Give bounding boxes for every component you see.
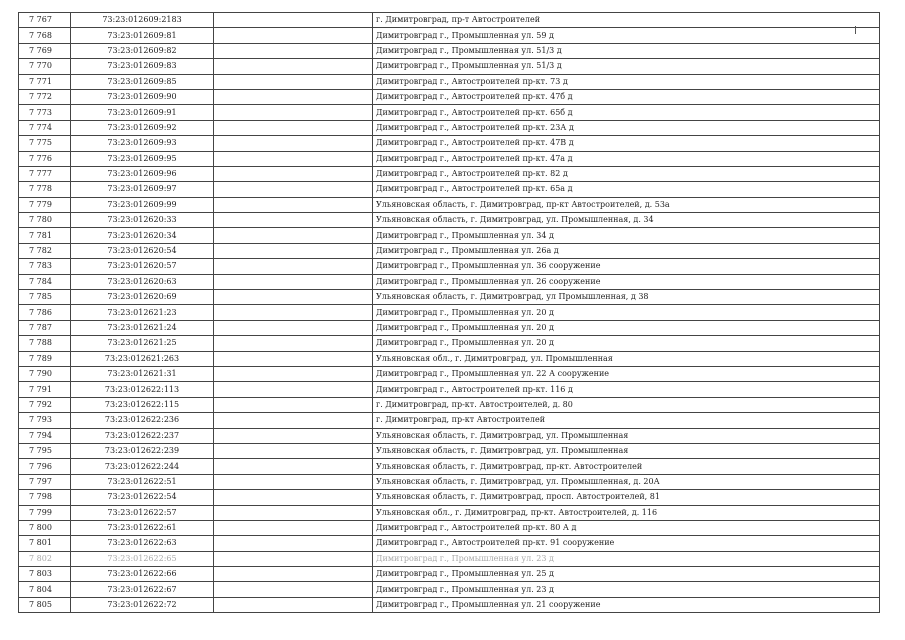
table-row — [19, 136, 880, 151]
empty-cell — [214, 197, 373, 212]
cadastral-number: 73:23:012609:96 — [71, 166, 214, 181]
table-row — [19, 597, 880, 612]
row-number: 7 795 — [19, 443, 71, 458]
row-number: 7 771 — [19, 74, 71, 89]
empty-cell — [214, 151, 373, 166]
address: Димитровград г., Автостроителей пр-кт. 82 д — [373, 166, 880, 181]
cadastral-number: 73:23:012621:263 — [71, 351, 214, 366]
row-number: 7 805 — [19, 597, 71, 612]
empty-cell — [214, 89, 373, 104]
address: Ульяновская область, г. Димитровград, ул. Промышленная — [373, 428, 880, 443]
address: Димитровград г., Промышленная ул. 26 сооружение — [373, 274, 880, 289]
cadastral-number: 73:23:012609:2183 — [71, 13, 214, 28]
row-number: 7 784 — [19, 274, 71, 289]
address: Димитровград г., Промышленная ул. 23 д — [373, 582, 880, 597]
empty-cell — [214, 567, 373, 582]
row-number: 7 787 — [19, 320, 71, 335]
table-row — [19, 459, 880, 474]
address: Димитровград г., Автостроителей пр-кт. 23А д — [373, 120, 880, 135]
address: Ульяновская область, г. Димитровград, ул. Промышленная, д. 20А — [373, 474, 880, 489]
address: Димитровград г., Автостроителей пр-кт. 65а д — [373, 182, 880, 197]
address: Димитровград г., Автостроителей пр-кт. 47б д — [373, 89, 880, 104]
empty-cell — [214, 166, 373, 181]
table-row — [19, 520, 880, 535]
empty-cell — [214, 443, 373, 458]
table-row — [19, 43, 880, 58]
table-row — [19, 13, 880, 28]
address: Димитровград г., Промышленная ул. 20 д — [373, 336, 880, 351]
address: Димитровград г., Промышленная ул. 51/3 д — [373, 43, 880, 58]
row-number: 7 804 — [19, 582, 71, 597]
table-row — [19, 382, 880, 397]
cadastral-number: 73:23:012622:61 — [71, 520, 214, 535]
table-row — [19, 166, 880, 181]
empty-cell — [214, 397, 373, 412]
cadastral-number: 73:23:012609:95 — [71, 151, 214, 166]
table-row — [19, 413, 880, 428]
cadastral-number: 73:23:012620:33 — [71, 213, 214, 228]
table-row — [19, 197, 880, 212]
cadastral-number: 73:23:012609:92 — [71, 120, 214, 135]
empty-cell — [214, 182, 373, 197]
cadastral-number: 73:23:012622:63 — [71, 536, 214, 551]
row-number: 7 790 — [19, 366, 71, 381]
empty-cell — [214, 320, 373, 335]
empty-cell — [214, 74, 373, 89]
cadastral-number: 73:23:012609:97 — [71, 182, 214, 197]
empty-cell — [214, 366, 373, 381]
row-number: 7 789 — [19, 351, 71, 366]
address: Димитровград г., Автостроителей пр-кт. 91 сооружение — [373, 536, 880, 551]
table-row — [19, 228, 880, 243]
cadastral-number: 73:23:012620:63 — [71, 274, 214, 289]
empty-cell — [214, 13, 373, 28]
table-row — [19, 505, 880, 520]
table-row — [19, 582, 880, 597]
row-number: 7 776 — [19, 151, 71, 166]
cadastral-number: 73:23:012621:31 — [71, 366, 214, 381]
empty-cell — [214, 259, 373, 274]
table-row — [19, 28, 880, 43]
row-number: 7 779 — [19, 197, 71, 212]
cadastral-number: 73:23:012621:25 — [71, 336, 214, 351]
row-number: 7 770 — [19, 59, 71, 74]
cadastral-number: 73:23:012622:244 — [71, 459, 214, 474]
address: Димитровград г., Промышленная ул. 34 д — [373, 228, 880, 243]
address: Димитровград г., Промышленная ул. 25 д — [373, 567, 880, 582]
document-page — [18, 12, 880, 613]
table-row — [19, 366, 880, 381]
empty-cell — [214, 505, 373, 520]
cadastral-number: 73:23:012622:67 — [71, 582, 214, 597]
address: Димитровград г., Промышленная ул. 21 сооружение — [373, 597, 880, 612]
empty-cell — [214, 228, 373, 243]
address: г. Димитровград, пр-кт Автостроителей — [373, 413, 880, 428]
cadastral-number: 73:23:012622:54 — [71, 490, 214, 505]
table-row — [19, 551, 880, 566]
empty-cell — [214, 43, 373, 58]
address: Димитровград г., Автостроителей пр-кт. 47а д — [373, 151, 880, 166]
cadastral-number: 73:23:012622:66 — [71, 567, 214, 582]
cadastral-number: 73:23:012609:99 — [71, 197, 214, 212]
address: Димитровград г., Автостроителей пр-кт. 47В д — [373, 136, 880, 151]
cadastral-number: 73:23:012609:81 — [71, 28, 214, 43]
table-row — [19, 336, 880, 351]
cadastral-number: 73:23:012609:91 — [71, 105, 214, 120]
empty-cell — [214, 551, 373, 566]
address: Ульяновская область, г. Димитровград, ул Промышленная, д 38 — [373, 290, 880, 305]
empty-cell — [214, 136, 373, 151]
table-row — [19, 182, 880, 197]
table-row — [19, 151, 880, 166]
empty-cell — [214, 290, 373, 305]
row-number: 7 778 — [19, 182, 71, 197]
address: Димитровград г., Автостроителей пр-кт. 73 д — [373, 74, 880, 89]
address: Димитровград г., Промышленная ул. 20 д — [373, 305, 880, 320]
row-number: 7 772 — [19, 89, 71, 104]
table-row — [19, 259, 880, 274]
empty-cell — [214, 305, 373, 320]
cadastral-table — [18, 12, 880, 613]
empty-cell — [214, 459, 373, 474]
address: Димитровград г., Автостроителей пр-кт. 65б д — [373, 105, 880, 120]
address: Ульяновская обл., г. Димитровград, ул. Промышленная — [373, 351, 880, 366]
empty-cell — [214, 520, 373, 535]
row-number: 7 791 — [19, 382, 71, 397]
cadastral-number: 73:23:012621:24 — [71, 320, 214, 335]
row-number: 7 798 — [19, 490, 71, 505]
table-row — [19, 443, 880, 458]
address: г. Димитровград, пр-т Автостроителей — [373, 13, 880, 28]
row-number: 7 781 — [19, 228, 71, 243]
empty-cell — [214, 28, 373, 43]
row-number: 7 797 — [19, 474, 71, 489]
cadastral-number: 73:23:012609:90 — [71, 89, 214, 104]
row-number: 7 774 — [19, 120, 71, 135]
table-row — [19, 59, 880, 74]
row-number: 7 800 — [19, 520, 71, 535]
cadastral-number: 73:23:012609:83 — [71, 59, 214, 74]
empty-cell — [214, 474, 373, 489]
table-row — [19, 474, 880, 489]
table-body — [19, 13, 880, 613]
row-number: 7 783 — [19, 259, 71, 274]
address: Димитровград г., Промышленная ул. 23 д — [373, 551, 880, 566]
table-row — [19, 213, 880, 228]
row-number: 7 769 — [19, 43, 71, 58]
address: Димитровград г., Промышленная ул. 36 сооружение — [373, 259, 880, 274]
table-row — [19, 567, 880, 582]
cadastral-number: 73:23:012622:115 — [71, 397, 214, 412]
table-row — [19, 428, 880, 443]
cadastral-number: 73:23:012620:69 — [71, 290, 214, 305]
table-row — [19, 74, 880, 89]
address: Ульяновская область, г. Димитровград, пр-кт. Автостроителей — [373, 459, 880, 474]
empty-cell — [214, 105, 373, 120]
table-row — [19, 305, 880, 320]
row-number: 7 785 — [19, 290, 71, 305]
cadastral-number: 73:23:012622:51 — [71, 474, 214, 489]
table-row — [19, 274, 880, 289]
row-number: 7 777 — [19, 166, 71, 181]
address: Ульяновская обл., г. Димитровград, пр-кт. Автостроителей, д. 116 — [373, 505, 880, 520]
cadastral-number: 73:23:012609:85 — [71, 74, 214, 89]
cadastral-number: 73:23:012620:57 — [71, 259, 214, 274]
empty-cell — [214, 536, 373, 551]
table-row — [19, 105, 880, 120]
row-number: 7 792 — [19, 397, 71, 412]
address: Димитровград г., Автостроителей пр-кт. 80 А д — [373, 520, 880, 535]
cadastral-number: 73:23:012621:23 — [71, 305, 214, 320]
cadastral-number: 73:23:012609:82 — [71, 43, 214, 58]
row-number: 7 768 — [19, 28, 71, 43]
cadastral-number: 73:23:012622:236 — [71, 413, 214, 428]
cadastral-number: 73:23:012620:54 — [71, 243, 214, 258]
address: Димитровград г., Промышленная ул. 26а д — [373, 243, 880, 258]
cadastral-number: 73:23:012622:237 — [71, 428, 214, 443]
address: Ульяновская область, г. Димитровград, пр-кт Автостроителей, д. 53а — [373, 197, 880, 212]
row-number: 7 782 — [19, 243, 71, 258]
row-number: 7 796 — [19, 459, 71, 474]
empty-cell — [214, 582, 373, 597]
table-row — [19, 243, 880, 258]
table-row — [19, 536, 880, 551]
address: Димитровград г., Промышленная ул. 59 д — [373, 28, 880, 43]
table-row — [19, 290, 880, 305]
cadastral-number: 73:23:012609:93 — [71, 136, 214, 151]
empty-cell — [214, 274, 373, 289]
address: Ульяновская область, г. Димитровград, ул. Промышленная, д. 34 — [373, 213, 880, 228]
row-number: 7 794 — [19, 428, 71, 443]
address: Ульяновская область, г. Димитровград, ул. Промышленная — [373, 443, 880, 458]
row-number: 7 801 — [19, 536, 71, 551]
empty-cell — [214, 428, 373, 443]
empty-cell — [214, 120, 373, 135]
address: Ульяновская область, г. Димитровград, просп. Автостроителей, 81 — [373, 490, 880, 505]
cadastral-number: 73:23:012620:34 — [71, 228, 214, 243]
cadastral-number: 73:23:012622:239 — [71, 443, 214, 458]
empty-cell — [214, 243, 373, 258]
table-row — [19, 397, 880, 412]
scan-mark — [855, 26, 856, 34]
row-number: 7 786 — [19, 305, 71, 320]
empty-cell — [214, 413, 373, 428]
cadastral-number: 73:23:012622:113 — [71, 382, 214, 397]
address: Димитровград г., Промышленная ул. 22 А сооружение — [373, 366, 880, 381]
address: Димитровград г., Промышленная ул. 51/3 д — [373, 59, 880, 74]
empty-cell — [214, 59, 373, 74]
row-number: 7 788 — [19, 336, 71, 351]
table-row — [19, 351, 880, 366]
empty-cell — [214, 597, 373, 612]
row-number: 7 773 — [19, 105, 71, 120]
cadastral-number: 73:23:012622:65 — [71, 551, 214, 566]
row-number: 7 803 — [19, 567, 71, 582]
table-row — [19, 320, 880, 335]
row-number: 7 793 — [19, 413, 71, 428]
row-number: 7 802 — [19, 551, 71, 566]
row-number: 7 775 — [19, 136, 71, 151]
cadastral-number: 73:23:012622:72 — [71, 597, 214, 612]
row-number: 7 780 — [19, 213, 71, 228]
table-row — [19, 120, 880, 135]
table-row — [19, 490, 880, 505]
row-number: 7 767 — [19, 13, 71, 28]
empty-cell — [214, 490, 373, 505]
empty-cell — [214, 336, 373, 351]
empty-cell — [214, 382, 373, 397]
cadastral-number: 73:23:012622:57 — [71, 505, 214, 520]
address: Димитровград г., Промышленная ул. 20 д — [373, 320, 880, 335]
address: Димитровград г., Автостроителей пр-кт. 116 д — [373, 382, 880, 397]
address: г. Димитровград, пр-кт. Автостроителей, д. 80 — [373, 397, 880, 412]
empty-cell — [214, 351, 373, 366]
table-row — [19, 89, 880, 104]
empty-cell — [214, 213, 373, 228]
row-number: 7 799 — [19, 505, 71, 520]
